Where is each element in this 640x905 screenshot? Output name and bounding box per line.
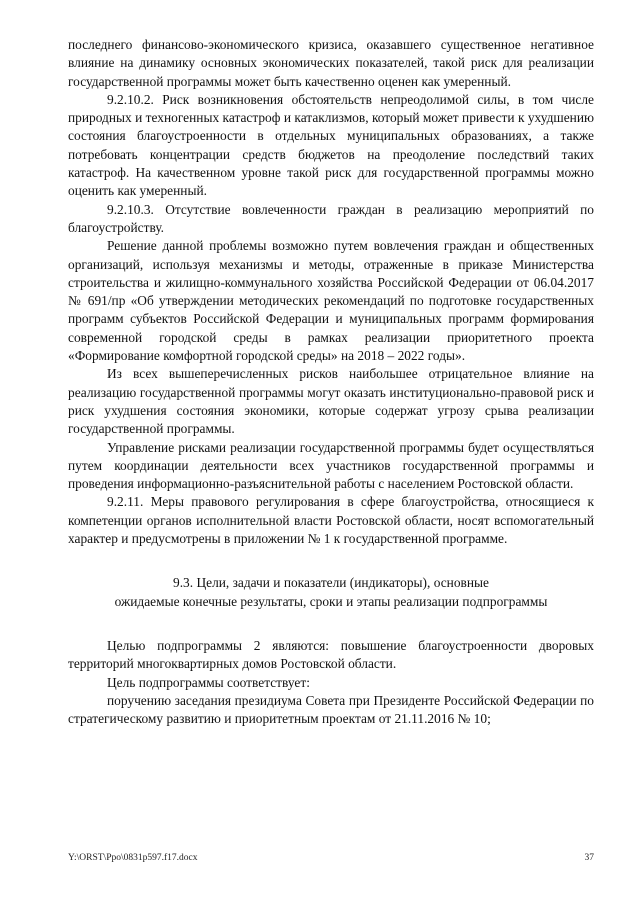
- paragraph: 9.2.11. Меры правового регулирования в сфере благоустройства, относящиеся к компетенции органов исполнительной власти Ростовской области, носят вспомогательный характер и предусмотрены в приложении № 1 к государственной программе.: [68, 494, 594, 547]
- page-number: 37: [584, 853, 594, 863]
- file-path: Y:\ORST\Ppo\0831p597.f17.docx: [68, 853, 198, 863]
- section-heading-line-2: ожидаемые конечные результаты, сроки и этапы реализации подпрограммы: [114, 593, 548, 609]
- paragraphs-top: [68, 36, 594, 548]
- paragraph: Цель подпрограммы соответствует:: [107, 674, 310, 690]
- paragraph: 9.2.10.2. Риск возникновения обстоятельств непреодолимой силы, в том числе природных и техногенных катастроф и катаклизмов, который может привести к ухудшению состояния благоустроенности в отдельных муниципальных образованиях, а также потребовать концентрации средств бюджетов на преодоление последствий таких катастроф. На качественном уровне такой риск для государственной программы можно оценить как умеренный.: [68, 91, 594, 199]
- paragraph: 9.2.10.3. Отсутствие вовлеченности граждан в реализацию мероприятий по благоустройству.: [68, 201, 594, 235]
- body-text: [68, 36, 594, 728]
- paragraph: Управление рисками реализации государственной программы будет осуществляться путем координации деятельности всех участников государственной программы и проведения информационно-разъяснительной работы с населением Ростовской области.: [68, 439, 594, 492]
- paragraph: Решение данной проблемы возможно путем вовлечения граждан и общественных организаций, используя механизмы и методы, отраженные в приказе Министерства строительства и жилищно-коммунального хозяйства Российской Федерации от 06.04.2017 № 691/пр «Об утверждении методических рекомендаций по подготовке государственных программ субъектов Российской Федерации и муниципальных программ формирования современной городской среды в рамках реализации приоритетного проекта «Формирование комфортной городской среды» на 2018 – 2022 годы».: [68, 238, 594, 364]
- paragraphs-bottom: [68, 637, 594, 728]
- paragraph: последнего финансово-экономического кризиса, оказавшего существенное негативное влияние на динамику основных экономических показателей, такой риск для реализации государственной программы может быть качественно оценен как умеренный.: [68, 37, 594, 89]
- paragraph: Из всех вышеперечисленных рисков наибольшее отрицательное влияние на реализацию государственной программы могут оказать институционально-правовой риск и риск ухудшения состояния экономики, которые содержат угрозу срыва реализации государственной программы.: [68, 366, 594, 437]
- section-heading-line-1: 9.3. Цели, задачи и показатели (индикаторы), основные: [173, 575, 489, 591]
- paragraph: Целью подпрограммы 2 являются: повышение благоустроенности дворовых территорий многоквартирных домов Ростовской области.: [68, 637, 594, 672]
- section-heading: [68, 574, 594, 611]
- paragraph: поручению заседания президиума Совета при Президенте Российской Федерации по стратегическому развитию и приоритетным проектам от 21.11.2016 № 10;: [68, 692, 594, 727]
